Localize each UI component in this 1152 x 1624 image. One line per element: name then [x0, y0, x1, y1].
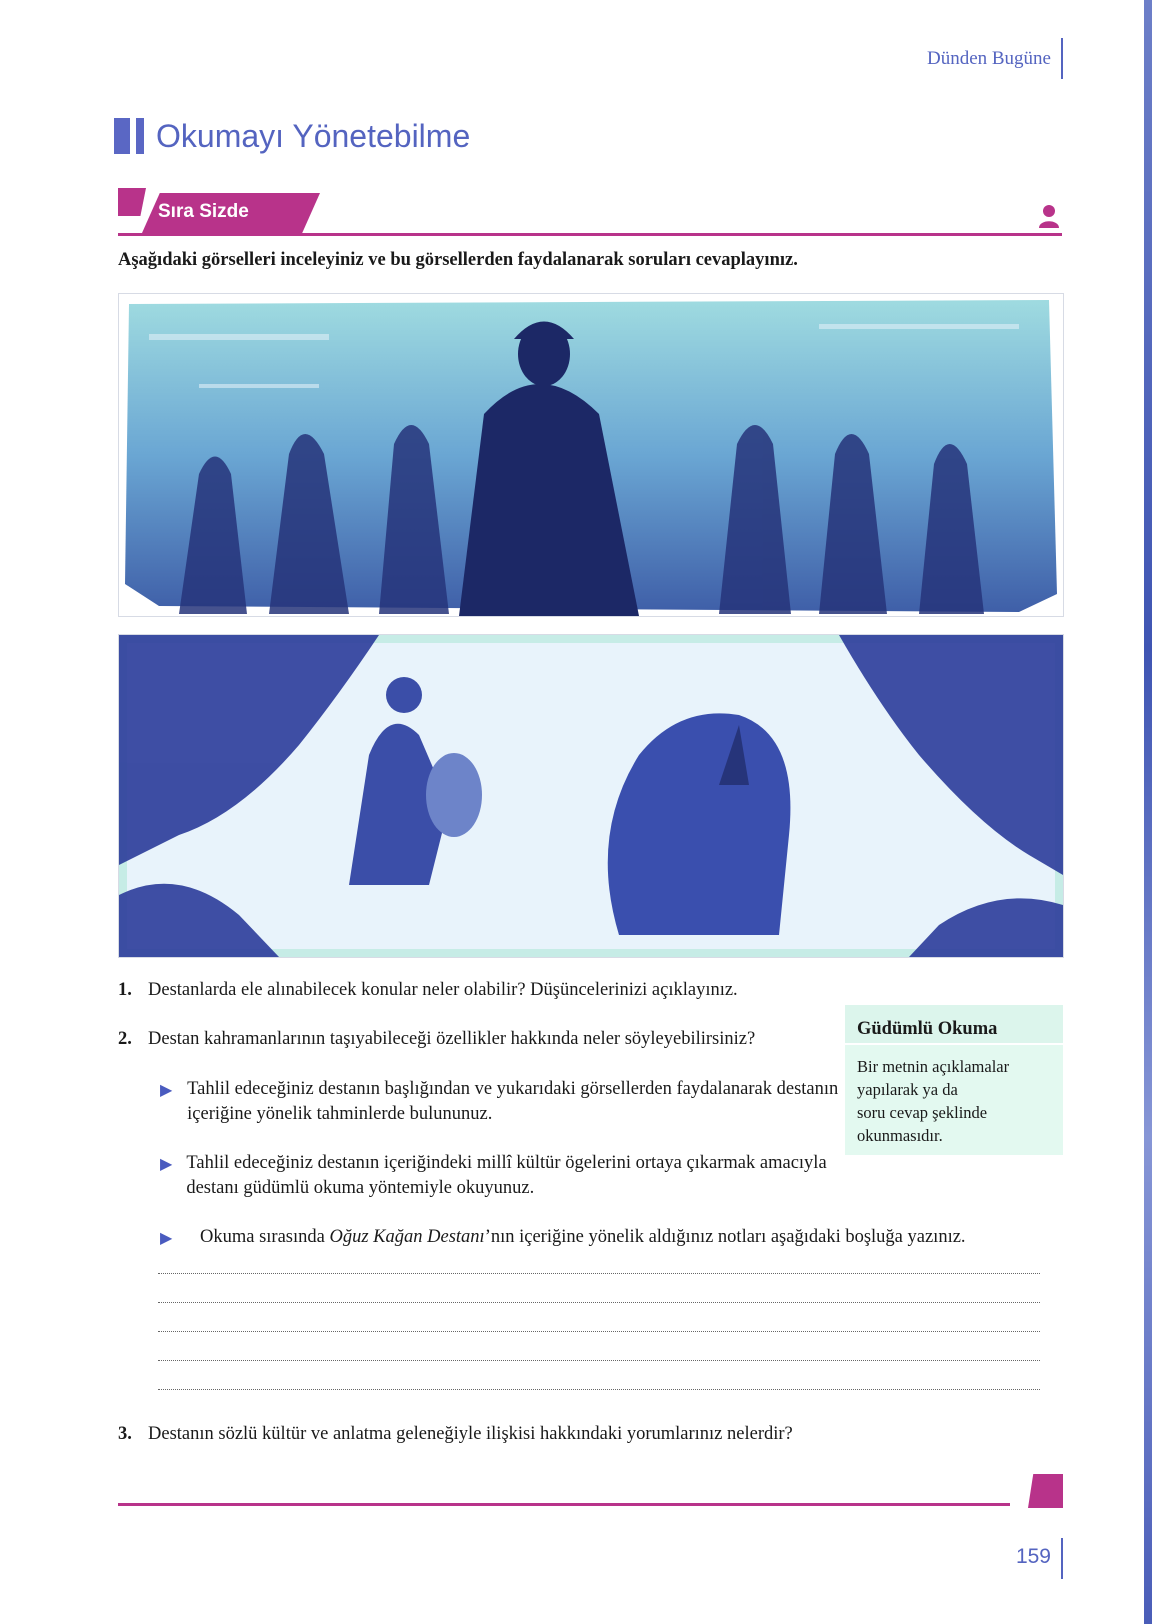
- bullet-text-part: ’nın içeriğine yönelik aldığınız notları aşağıdaki boşluğa yazınız.: [484, 1227, 966, 1247]
- triangle-bullet-icon: ▶: [160, 1230, 173, 1247]
- question-text: Destanın sözlü kültür ve anlatma geleneğiyle ilişkisi hakkındaki yorumlarınız nelerdir?: [148, 1424, 793, 1444]
- guided-reading-box: [845, 1005, 1063, 1157]
- question-3: [118, 1424, 793, 1445]
- section-title: Okumayı Yönetebilme: [156, 117, 471, 154]
- banner-corner-shape: [118, 188, 146, 216]
- activity-label: Sıra Sizde: [158, 201, 249, 222]
- footer-accent-block: [1028, 1474, 1063, 1508]
- heading-bars-icon: [114, 118, 144, 154]
- sidebox-line: yapılarak ya da: [857, 1080, 958, 1099]
- sidebox-line: Bir metnin açıklamalar: [857, 1057, 1010, 1076]
- triangle-bullet-icon: ▶: [160, 1156, 173, 1173]
- question-text: Destan kahramanlarının taşıyabileceği özellikler hakkında neler söyleyebilirsiniz?: [148, 1029, 756, 1049]
- person-icon: [1038, 204, 1060, 228]
- answer-line[interactable]: [158, 1389, 1040, 1390]
- sidebox-body: [845, 1045, 1063, 1155]
- answer-line[interactable]: [158, 1273, 1040, 1274]
- sidebox-line: soru cevap şeklinde: [857, 1103, 988, 1122]
- bullet-text: [200, 1225, 966, 1251]
- section-heading: [114, 118, 470, 154]
- question-1: [118, 980, 738, 1001]
- question-number: 2.: [118, 1029, 132, 1049]
- question-2: [118, 1029, 755, 1050]
- page-number-rule: [1061, 1538, 1063, 1579]
- answer-line[interactable]: [158, 1331, 1040, 1332]
- page-number: 159: [1015, 1545, 1051, 1568]
- question-number: 1.: [118, 980, 132, 1000]
- question-text: Destanlarda ele alınabilecek konular neler olabilir? Düşüncelerinizi açıklayınız.: [148, 980, 738, 1000]
- activity-banner: [118, 188, 1062, 236]
- sidebox-line: okunmasıdır.: [857, 1126, 943, 1145]
- answer-line[interactable]: [158, 1302, 1040, 1303]
- triangle-bullet-icon: ▶: [160, 1082, 173, 1099]
- illustration-hero-rhino: [118, 634, 1064, 958]
- running-head: Dünden Bugüne: [926, 48, 1051, 69]
- footer-rule: [118, 1503, 1010, 1506]
- bullet-text-part: Okuma sırasında: [200, 1227, 330, 1247]
- page-edge-strip: [1144, 0, 1152, 1624]
- bullet-text: Tahlil edeceğiniz destanın içeriğindeki millî kültür ögelerini ortaya çıkarmak amacıyla destanı güdümlü okuma yöntemiyle okuyunuz.: [186, 1153, 827, 1198]
- instruction-text: Aşağıdaki görselleri inceleyiniz ve bu görsellerden faydalanarak soruları cevaplayınız.: [118, 250, 798, 270]
- sidebox-title: Güdümlü Okuma: [845, 1005, 1063, 1045]
- epic-title: Oğuz Kağan Destanı: [329, 1227, 485, 1247]
- bullet-text: Tahlil edeceğiniz destanın başlığından ve yukarıdaki görsellerden faydalanarak destanın içeriğine yönelik tahminlerde bulununuz.: [187, 1079, 839, 1124]
- illustration-warriors: [118, 293, 1064, 617]
- bullet-item: [160, 1151, 840, 1201]
- bullet-item: [160, 1077, 840, 1127]
- question-number: 3.: [118, 1424, 132, 1444]
- bullet-item: [160, 1225, 1060, 1251]
- activity-rule: [118, 233, 1062, 236]
- answer-line[interactable]: [158, 1360, 1040, 1361]
